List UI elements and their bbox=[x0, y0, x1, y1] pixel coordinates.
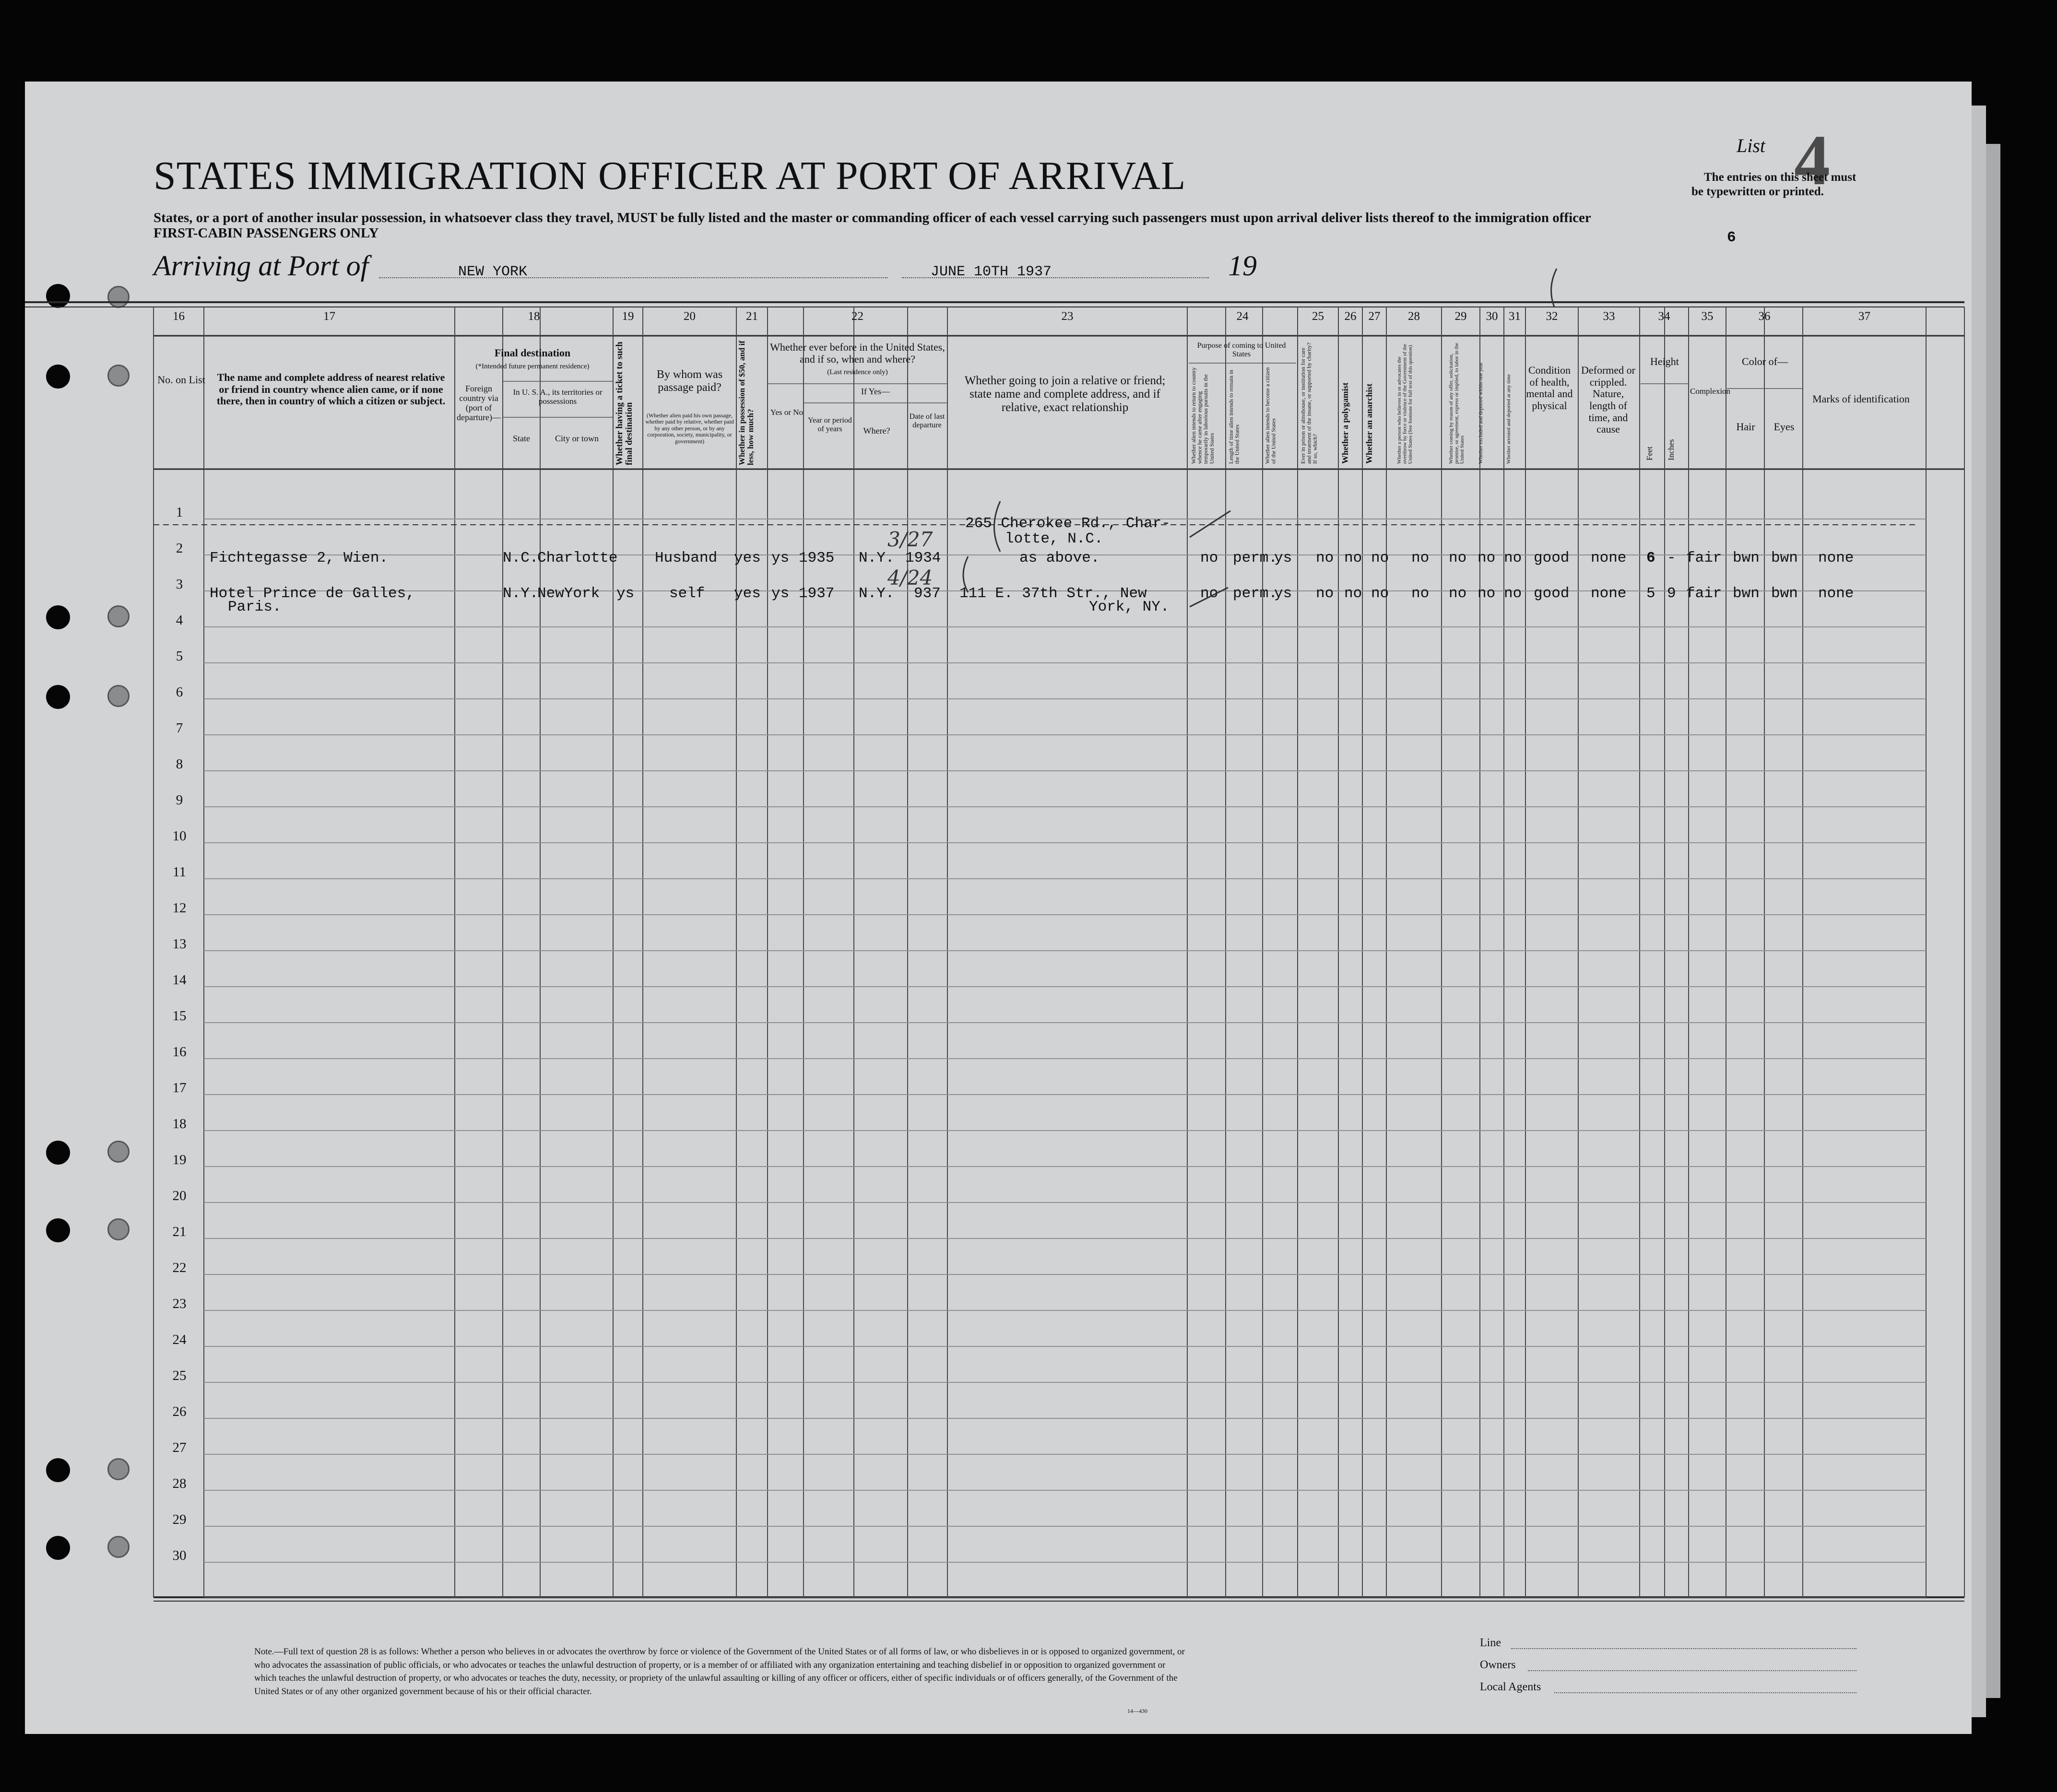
column-number: 24 bbox=[1236, 310, 1249, 323]
q31: no bbox=[1504, 585, 1522, 602]
row-number: 28 bbox=[172, 1476, 187, 1491]
header-q30: Whether excluded and deported within one year bbox=[1478, 362, 1484, 464]
column-number: 34 bbox=[1658, 310, 1670, 323]
row-number: 20 bbox=[172, 1188, 187, 1203]
year-prefix: 19 bbox=[1228, 250, 1257, 282]
row-number: 16 bbox=[172, 1044, 187, 1060]
join-address-line1: 111 E. 37th Str., New bbox=[959, 585, 1147, 602]
column-number: 33 bbox=[1603, 310, 1615, 323]
arriving-label: Arriving at Port of bbox=[154, 250, 369, 282]
header-ever-before-note: (Last residence only) bbox=[827, 368, 888, 376]
deformed: none bbox=[1591, 550, 1627, 566]
column-number: 27 bbox=[1368, 310, 1381, 323]
row-number: 7 bbox=[176, 720, 183, 736]
join-address-line1: 265 Cherokee Rd., Char- bbox=[965, 515, 1170, 532]
ever-before: ys bbox=[771, 585, 790, 602]
feet: 5 bbox=[1646, 585, 1655, 602]
header-height: Height bbox=[1650, 355, 1679, 367]
row-number: 17 bbox=[172, 1080, 187, 1096]
prison: no bbox=[1316, 585, 1334, 602]
possession: yes bbox=[734, 585, 761, 602]
header-purpose-a: Whether alien intends to return to country whence he came after engaging temporarily in laborious pursuits in the United States bbox=[1190, 367, 1215, 464]
polygamist: no bbox=[1344, 585, 1362, 602]
header-hair: Hair bbox=[1736, 421, 1755, 433]
header-no-on-list: No. on List bbox=[157, 374, 205, 386]
owners-label: Owners bbox=[1480, 1659, 1516, 1671]
sheet-mark: 6 bbox=[1727, 229, 1736, 246]
header-possession: Whether in possession of $50, and if less, how much? bbox=[737, 341, 755, 465]
departure-handwritten: 4/24 bbox=[887, 566, 933, 589]
return: no bbox=[1200, 550, 1218, 566]
row-number: 4 bbox=[176, 613, 183, 628]
column-number: 17 bbox=[323, 310, 335, 323]
prison: no bbox=[1316, 550, 1334, 566]
header-q28: Whether a person who believes in or advocates the overthrow by force or violence of the Government of the United States (See footnote for full text of this question) bbox=[1396, 343, 1414, 464]
header-q29: Whether coming by reason of any offer, solicitation, promise, or agreement, express or implied, to labor in the United States bbox=[1448, 342, 1466, 464]
header-purpose: Purpose of coming to United States bbox=[1197, 342, 1286, 358]
agents-label: Local Agents bbox=[1480, 1681, 1541, 1693]
paid-by: Husband bbox=[655, 550, 718, 566]
header-condition: Condition of health, mental and physical bbox=[1526, 364, 1573, 412]
typewritten-note-1: The entries on this sheet must bbox=[1704, 171, 1856, 184]
column-number: 21 bbox=[746, 310, 758, 323]
header-purpose-c: Whether alien intends to become a citizen of the United States bbox=[1264, 367, 1277, 464]
column-number: 20 bbox=[684, 310, 696, 323]
header-join-relative: Whether going to join a relative or friend; state name and complete address, and if relative, exact relationship bbox=[964, 374, 1166, 414]
paid-by: self bbox=[669, 585, 705, 602]
header-marks: Marks of identification bbox=[1812, 393, 1910, 405]
header-year-period: Year or period of years bbox=[808, 416, 852, 433]
city: Charlotte bbox=[537, 550, 618, 566]
form-number: 14—430 bbox=[1127, 1708, 1147, 1714]
where: N.Y. bbox=[859, 585, 895, 602]
row-number: 2 bbox=[176, 541, 183, 556]
length: perm. bbox=[1233, 585, 1278, 602]
header-foreign-country: Foreign country via (port of departure)— bbox=[457, 384, 501, 423]
q28: no bbox=[1411, 550, 1430, 566]
header-by-whom-note: (Whether alien paid his own passage, whether paid by relative, whether paid by any other person, or by any corporation, society, municipality, or government) bbox=[645, 412, 734, 445]
header-where: Where? bbox=[863, 426, 890, 436]
column-number: 35 bbox=[1701, 310, 1714, 323]
header-ticket: Whether having a ticket to such final destination bbox=[615, 342, 634, 465]
join-address-line3: as above. bbox=[1019, 550, 1100, 566]
hair: bwn bbox=[1733, 585, 1760, 602]
condition: good bbox=[1534, 585, 1570, 602]
header-final-note: (*Intended future permanent residence) bbox=[475, 363, 590, 370]
row-number: 29 bbox=[172, 1512, 187, 1527]
header-inches: Inches bbox=[1667, 439, 1676, 460]
typewritten-note-2: be typewritten or printed. bbox=[1691, 185, 1824, 198]
where: N.Y. bbox=[859, 550, 895, 566]
column-number: 22 bbox=[851, 310, 863, 323]
line-underline bbox=[1511, 1648, 1856, 1649]
q30: no bbox=[1478, 585, 1496, 602]
join-address-line2: lotte, N.C. bbox=[1005, 531, 1103, 547]
q31: no bbox=[1504, 550, 1522, 566]
column-number: 28 bbox=[1408, 310, 1420, 323]
line-label: Line bbox=[1480, 1637, 1501, 1649]
row-number: 25 bbox=[172, 1368, 187, 1383]
relative-address: Fichtegasse 2, Wien. bbox=[210, 550, 389, 566]
column-number: 18 bbox=[528, 310, 540, 323]
date-value: JUNE 10TH 1937 bbox=[931, 264, 1052, 280]
agents-underline bbox=[1554, 1692, 1856, 1693]
departure: 1934 bbox=[905, 550, 941, 566]
row-number: 1 bbox=[176, 505, 183, 520]
q30: no bbox=[1478, 550, 1496, 566]
row-number: 23 bbox=[172, 1296, 187, 1311]
column-number: 25 bbox=[1312, 310, 1324, 323]
row-number: 14 bbox=[172, 972, 187, 988]
row-number: 9 bbox=[176, 792, 183, 808]
header-eyes: Eyes bbox=[1773, 421, 1795, 433]
column-number: 29 bbox=[1454, 310, 1467, 323]
column-number: 36 bbox=[1758, 310, 1771, 323]
length: perm. bbox=[1233, 550, 1278, 566]
row-number: 6 bbox=[176, 684, 183, 700]
row-number: 10 bbox=[172, 828, 187, 844]
column-number: 30 bbox=[1486, 310, 1498, 323]
marks: none bbox=[1818, 585, 1854, 602]
citizen: ys bbox=[1274, 585, 1292, 602]
departure-handwritten: 3/27 bbox=[887, 528, 933, 551]
header-anarchist: Whether an anarchist bbox=[1364, 383, 1374, 464]
state: N.C. bbox=[503, 550, 539, 566]
eyes: bwn bbox=[1771, 585, 1798, 602]
row-number: 3 bbox=[176, 577, 183, 592]
column-number: 16 bbox=[173, 310, 185, 323]
header-yes-no: Yes or No bbox=[770, 408, 804, 417]
list-label: List bbox=[1737, 135, 1766, 156]
hair: bwn bbox=[1733, 550, 1760, 566]
class-line: FIRST-CABIN PASSENGERS ONLY bbox=[154, 225, 379, 241]
join-address-line2: York, NY. bbox=[1089, 599, 1170, 615]
row-number: 21 bbox=[172, 1224, 187, 1239]
row-number: 11 bbox=[173, 864, 186, 880]
complexion: fair bbox=[1686, 585, 1722, 602]
ticket: ys bbox=[616, 585, 635, 602]
departure: 937 bbox=[914, 585, 941, 602]
column-number: 23 bbox=[1061, 310, 1074, 323]
header-prison: Ever in prison or almshouse, or institution for care and treatment of the insane, or supported by charity? If so, which? bbox=[1300, 342, 1319, 464]
row-number: 24 bbox=[172, 1332, 187, 1347]
q29: no bbox=[1449, 550, 1467, 566]
q28: no bbox=[1411, 585, 1430, 602]
column-number: 19 bbox=[622, 310, 634, 323]
possession: yes bbox=[734, 550, 761, 566]
owners-underline bbox=[1528, 1670, 1856, 1671]
header-if-yes: If Yes— bbox=[861, 387, 890, 396]
header-polygamist: Whether a polygamist bbox=[1340, 382, 1350, 464]
relative-address-line1: Hotel Prince de Galles, bbox=[210, 585, 415, 602]
header-by-whom: By whom was passage paid? bbox=[656, 368, 723, 394]
header-state: State bbox=[513, 434, 530, 443]
row-number: 13 bbox=[172, 936, 187, 952]
inches: - bbox=[1667, 550, 1676, 566]
polygamist: no bbox=[1344, 550, 1362, 566]
row-number: 22 bbox=[172, 1260, 187, 1275]
row-number: 8 bbox=[176, 756, 183, 772]
header-city: City or town bbox=[555, 434, 599, 443]
anarchist: no bbox=[1371, 585, 1389, 602]
footer-note: Note.—Full text of question 28 is as follows: Whether a person who believes in or advocates the overthrow by force or violence of the Government of the United States or of all forms of law, or who disbelieves in or is opposed to organized government, or who advocates the assassination of public officials, or who advocates or teaches the unlawful destruction of property, or is a member of or affiliated with any organization entertaining and teaching disbelief in or opposition to organized government or which teaches the unlawful destruction of property, or who advocates or teaches the duty, necessity, or propriety of the unlawful assaulting or killing of any officer or officers, either of specific individuals or of officers generally, of the Government of the United States or of any other organized government because of his or their official character. bbox=[254, 1647, 1185, 1697]
year: 1937 bbox=[799, 585, 835, 602]
header-ever-before: Whether ever before in the United States, and if so, when and where? bbox=[770, 341, 945, 365]
header-date-departure: Date of last departure bbox=[909, 413, 945, 429]
header-color-of: Color of— bbox=[1742, 355, 1788, 367]
complexion: fair bbox=[1686, 550, 1722, 566]
header-purpose-b: Length of time alien intends to remain in the United States bbox=[1228, 369, 1241, 464]
state: N.Y. bbox=[503, 585, 539, 602]
return: no bbox=[1200, 585, 1218, 602]
row-number: 27 bbox=[172, 1440, 187, 1455]
header-feet: Feet bbox=[1645, 446, 1654, 460]
row-number: 19 bbox=[172, 1152, 187, 1167]
header-relative: The name and complete address of nearest relative or friend in country whence alien came, or if none there, then in country of which a citizen or subject. bbox=[216, 371, 446, 407]
condition: good bbox=[1534, 550, 1570, 566]
row-number: 15 bbox=[172, 1008, 187, 1024]
header-final-destination: Final destination bbox=[494, 347, 571, 359]
citizen: ys bbox=[1274, 550, 1292, 566]
feet: 6 bbox=[1646, 550, 1655, 566]
port-value: NEW YORK bbox=[458, 264, 528, 280]
row-number: 30 bbox=[172, 1548, 187, 1563]
anarchist: no bbox=[1371, 550, 1389, 566]
row-number: 26 bbox=[172, 1404, 187, 1419]
form-title: STATES IMMIGRATION OFFICER AT PORT OF ARRIVAL bbox=[154, 153, 1186, 198]
year: 1935 bbox=[799, 550, 835, 566]
row-number: 12 bbox=[172, 900, 187, 916]
row-number: 5 bbox=[176, 648, 183, 664]
relative-address-line2: Paris. bbox=[228, 599, 282, 615]
header-q31: Whether arrested and deported at any time bbox=[1506, 374, 1512, 464]
list-number: 4 bbox=[1794, 120, 1830, 200]
form-subtitle: States, or a port of another insular possession, in whatsoever class they travel, MUST be fully listed and the master or commanding officer of each vessel carrying such passengers must upon arrival deliver lists thereof to the immigration officer bbox=[154, 210, 1591, 225]
eyes: bwn bbox=[1771, 550, 1798, 566]
column-number: 31 bbox=[1509, 310, 1521, 323]
header-deformed: Deformed or crippled. Nature, length of time, and cause bbox=[1581, 364, 1635, 436]
city: NewYork bbox=[537, 585, 600, 602]
header-complexion: Complexion bbox=[1690, 387, 1731, 396]
deformed: none bbox=[1591, 585, 1627, 602]
ever-before: ys bbox=[771, 550, 790, 566]
inches: 9 bbox=[1667, 585, 1676, 602]
header-in-usa: In U. S. A., its territories or possessions bbox=[513, 388, 603, 406]
column-number: 26 bbox=[1344, 310, 1357, 323]
q29: no bbox=[1449, 585, 1467, 602]
column-number: 37 bbox=[1858, 310, 1870, 323]
row-number: 18 bbox=[172, 1116, 187, 1132]
column-number: 32 bbox=[1546, 310, 1558, 323]
marks: none bbox=[1818, 550, 1854, 566]
